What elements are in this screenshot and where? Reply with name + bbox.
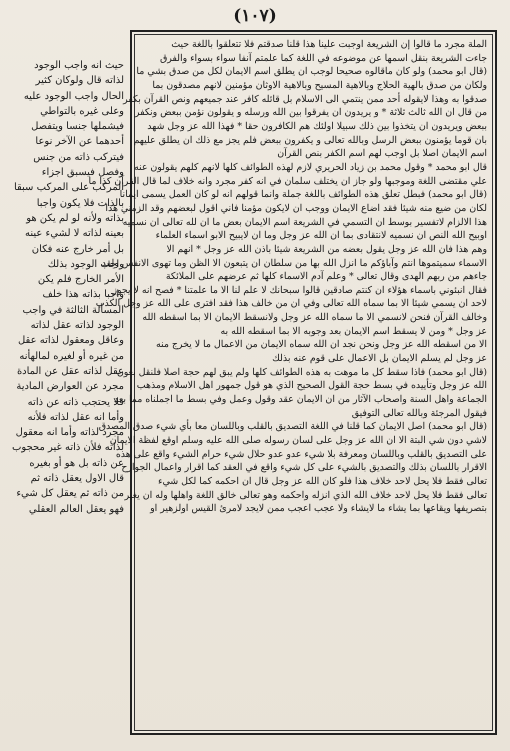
main-text-line: (قال ابو محمد) ولو كان ماقالوه صحيحا لوجب ان يطلق اسم الايمان لكل من صدق بشي ما [136, 66, 487, 78]
main-text-line: (قال ابو محمد) اصل الايمان كما قلنا في اللغة التصديق بالقلب وباللسان معا بأي شيء صدق المصدق [98, 421, 487, 433]
main-text-line: الملة مجرد ما قالوا إن الشريعة اوجبت علينا هذا قلنا صدقتم فلا تتعلقوا باللغة حيث [171, 39, 487, 50]
main-text-line: صدقوا به وهذا لايقوله أحد ممن ينتمي الى الاسلام بل قائله كافر عند جميعهم ونص القرآن بكفر [123, 93, 487, 105]
main-text-line: ولكان من صدق بالهية الحلاج وبالاهية المسيح وبالاهية الاوثان مؤمنين لانهم مصدقون بما [152, 79, 487, 91]
margin-text-line: المسألة الثالثة في واجب [22, 304, 124, 316]
margin-text-line: فيشملها جنسا ويتفصل [31, 121, 124, 133]
margin-text-line: لذاته قال ولوكان كثير [35, 75, 124, 87]
main-text-line: بان قوما يؤمنون ببعض الرسل وبالله تعالى و يكفرون ببعض فلم يجز مع ذلك ان يطلق عليهم [133, 134, 487, 146]
main-text-line: فقال انبئوني باسماء هؤلاء ان كنتم صادقين قالوا سبحانك لا علم لنا الا ما علمتنا * فصح انه لا يجوز [112, 284, 487, 296]
margin-text-line: قال الاول يعقل ذاته ثم [30, 473, 124, 485]
margin-text-line: وفصل فيسبق اجزاء [41, 167, 124, 179]
main-text-line: علي مقتضى اللغة وموجبها ولو جاز ان يختلف سلمان في انه كفر مجرد وانه خلاف لما قال القرآن كذا ما [88, 175, 487, 187]
margin-text-line: عقل لذاته عقل عن المادة [16, 365, 124, 377]
main-text-line: اوبيح الله النص ان نسميه لانتقادى بما ان الله عز وجل وما ان لايبيح الابو اسماء العلماء [155, 230, 487, 242]
main-text-line: بتصريفها ويقاعها بما يشاء ما لايشاء ولا عجب اعجب ممن لايجد لامرئ القيس اولزهير او [150, 503, 487, 515]
margin-text-line: عن ذاته بل هو أو بغيره [29, 457, 124, 469]
margin-text-line: وأما انه عقل لذاته فلأنه [27, 411, 124, 423]
main-text-line: جاءهم من ربهم الهدى وقال تعالى * وعلم آدم الاسماء كلها ثم عرضهم على الملائكة [165, 271, 487, 283]
main-text-line: ببعض ويريدون ان يتخذوا بين ذلك سبيلا اولئك هم الكافرون حقا * فهذا الله عز وجل شهد [147, 120, 487, 132]
margin-text-line: بل أمر خارج عنه فكان [31, 243, 124, 255]
main-text-line: (قال ابو محمد) فاذا سقط كل ما موهت به هذه الطوائف كلها ولم يبق لهم حجة اصلا فلنقل بعون [116, 366, 487, 378]
margin-text-line: وعاقل ومعقول لذاته عقل [17, 335, 124, 347]
main-text-line: الا من اسقطه الله عز وجل ونحن نجد ان الله سماه الايمان من الاعمال ما لا يخرج منه [156, 339, 487, 351]
main-text-line: هذا الالزام لاتفسير بوسط ان التسمي في الشريعة اسم الايمان بعض ما ان لله تعالى ان نسميه [122, 216, 487, 228]
margin-text-line: وعلى غيره بالتواطي [40, 105, 124, 117]
main-text-line: تعالى فقط فلا يحل لاحد خلاف هذا فلو كان الله عز وجل قال ان احكمه كما لكل شيء [158, 476, 487, 487]
main-text-line: الجماعة واهل السنة واصحاب الآثار من ان الايمان عقد وقول وعمل وفي بسط ما اجملناه مما بعد [113, 394, 487, 406]
main-text-line: لاحد ان يسمي شيئا الا بما سماه الله تعالى وفي ان من خالف هذا فقد افترى على الله عز وجل الكذب [95, 298, 487, 310]
margin-text-line: من غيره أو لغيره لمالهأنه [19, 350, 124, 362]
margin-commentary [8, 58, 124, 517]
main-text-line: من قال ان الله ثالث ثلاثة * و يريدون ان يفرقوا بين الله ورسله و يقولون نؤمن ببعض ونكفر [134, 107, 487, 119]
main-text-line: وخالف القرآن فنحن لانسمي الا ما سماه الله عز وجل ولانسقط الايمان الا بما اسقطه الله [142, 312, 487, 324]
margin-text-line: بعينه لذاته لا لشيء عينه [24, 228, 124, 240]
main-text-line: جاءت الشريعة بنقل اسمها عن موضوعه في اللغة كما علمتم آنفا سواء بسواء والفرق [159, 52, 487, 64]
margin-text-line: أحدهما عن الآخر نوعا [35, 136, 124, 148]
main-text-line: عز وجل * ومن لا يسقط اسم الايمان بعد وجوبه الا بما اسقطه الله به [220, 325, 487, 337]
margin-text-line: واجبا بذاته هذا خلف [42, 289, 124, 301]
main-text-line: فيقول المرجئة وبالله تعالى التوفيق [351, 407, 487, 419]
margin-text-line: واجب الوجود بذلك [47, 258, 124, 270]
margin-text-line: مجرد عن العوارض المادية [16, 381, 124, 393]
main-text-frame [88, 30, 497, 735]
margin-text-line: لذاته فلأن ذاته غير محجوب [11, 442, 124, 454]
main-text-line: وهم هذا فان الله عز وجل يقول بعضه من الشريعة شيئا باذن الله عز وجل * انهم الا [166, 243, 487, 255]
margin-text-line: الحال واجب الوجود عليه [23, 90, 124, 102]
margin-text-line: الوجود لذاته عقل لذاته [30, 320, 124, 332]
main-text-line: قال ابو محمد * وقول محمد بن زياد الحريري لازم لهذه الطوائف كلها لانهم كلهم يقولون عنه [133, 161, 487, 173]
margin-text-line: المركب على المركب سبقا [13, 182, 124, 194]
main-text-line: عز وجل لم يسلم الايمان بل الاعمال على قوم عنه بذلك [272, 353, 487, 365]
margin-text-line: حيث انه واجب الوجود [34, 60, 124, 71]
main-text-line: (قال ابو محمد) فبطل تعلق هذه الطوائف باللغة جملة وانما قولهم انه لو كان العمل يسمى ايمانا [119, 189, 487, 201]
main-text-line: لاشي دون شي البتة الا ان الله عز وجل على لسان رسوله صلى الله عليه وسلم اوقع لفظة الايمان [109, 435, 487, 447]
margin-text-line: مجرد لذاته وأما انه معقول [15, 427, 124, 439]
margin-text-line: من ذاته ثم يعقل كل شيء [16, 488, 124, 500]
page-number: (١٠٧) [233, 6, 277, 26]
main-text-line: الاقرار باللسان بذلك والتصديق بالشيء على كل شيء واقع في العقد كما اقرار واعمال الجوارح [121, 462, 487, 474]
main-text-line: الله عز وجل وتأييده في بسط حجة القول الصحيح الذي هو قول جمهور اهل الاسلام ومذهب [136, 380, 487, 392]
main-text-line: اسم الايمان اصلا بل اوجب لهم اسم الكفر بنص القرآن [277, 148, 487, 160]
margin-text-line: فيتركب ذاته من جنس [33, 151, 124, 163]
main-text-line: تعالى فقط فلا يحل لاحد خلاف الله الذي انزله واحكمه وهو تعالى خالق اللغة واهلها وله ان يغير [124, 489, 487, 501]
margin-text-line: بالذات فلا يكون واجبا [36, 197, 124, 209]
main-text-line: لكان من ضيع منه شيئا فقد اضاع الايمان ووجب ان لايكون مؤمنا فاني اقول لبعضهم وقد الزمني هذا [105, 202, 487, 214]
main-text-body [88, 38, 487, 516]
margin-text-line: فلا يحتجب ذاته عن ذاته [27, 396, 124, 408]
margin-text-line: الأمر الخارج فلم يكن [37, 274, 124, 286]
margin-text-line: بذاته ولأنه لو لم يكن هو [26, 212, 124, 224]
margin-text-line: فهو يعقل العالم العقلي [28, 503, 124, 515]
margin-text-body [8, 58, 124, 517]
main-text-line: على التصديق بالقلب وباللسان ومعرفة بلا شيء عدو عدو حلال شيء حرام الشيء واقع على هذه [115, 448, 487, 460]
main-text-line: الاسماء سميتموها انتم وآباؤكم ما انزل الله بها من سلطان ان يتبعون الا الظن وما تهوى الانفس ولقد [101, 257, 487, 269]
